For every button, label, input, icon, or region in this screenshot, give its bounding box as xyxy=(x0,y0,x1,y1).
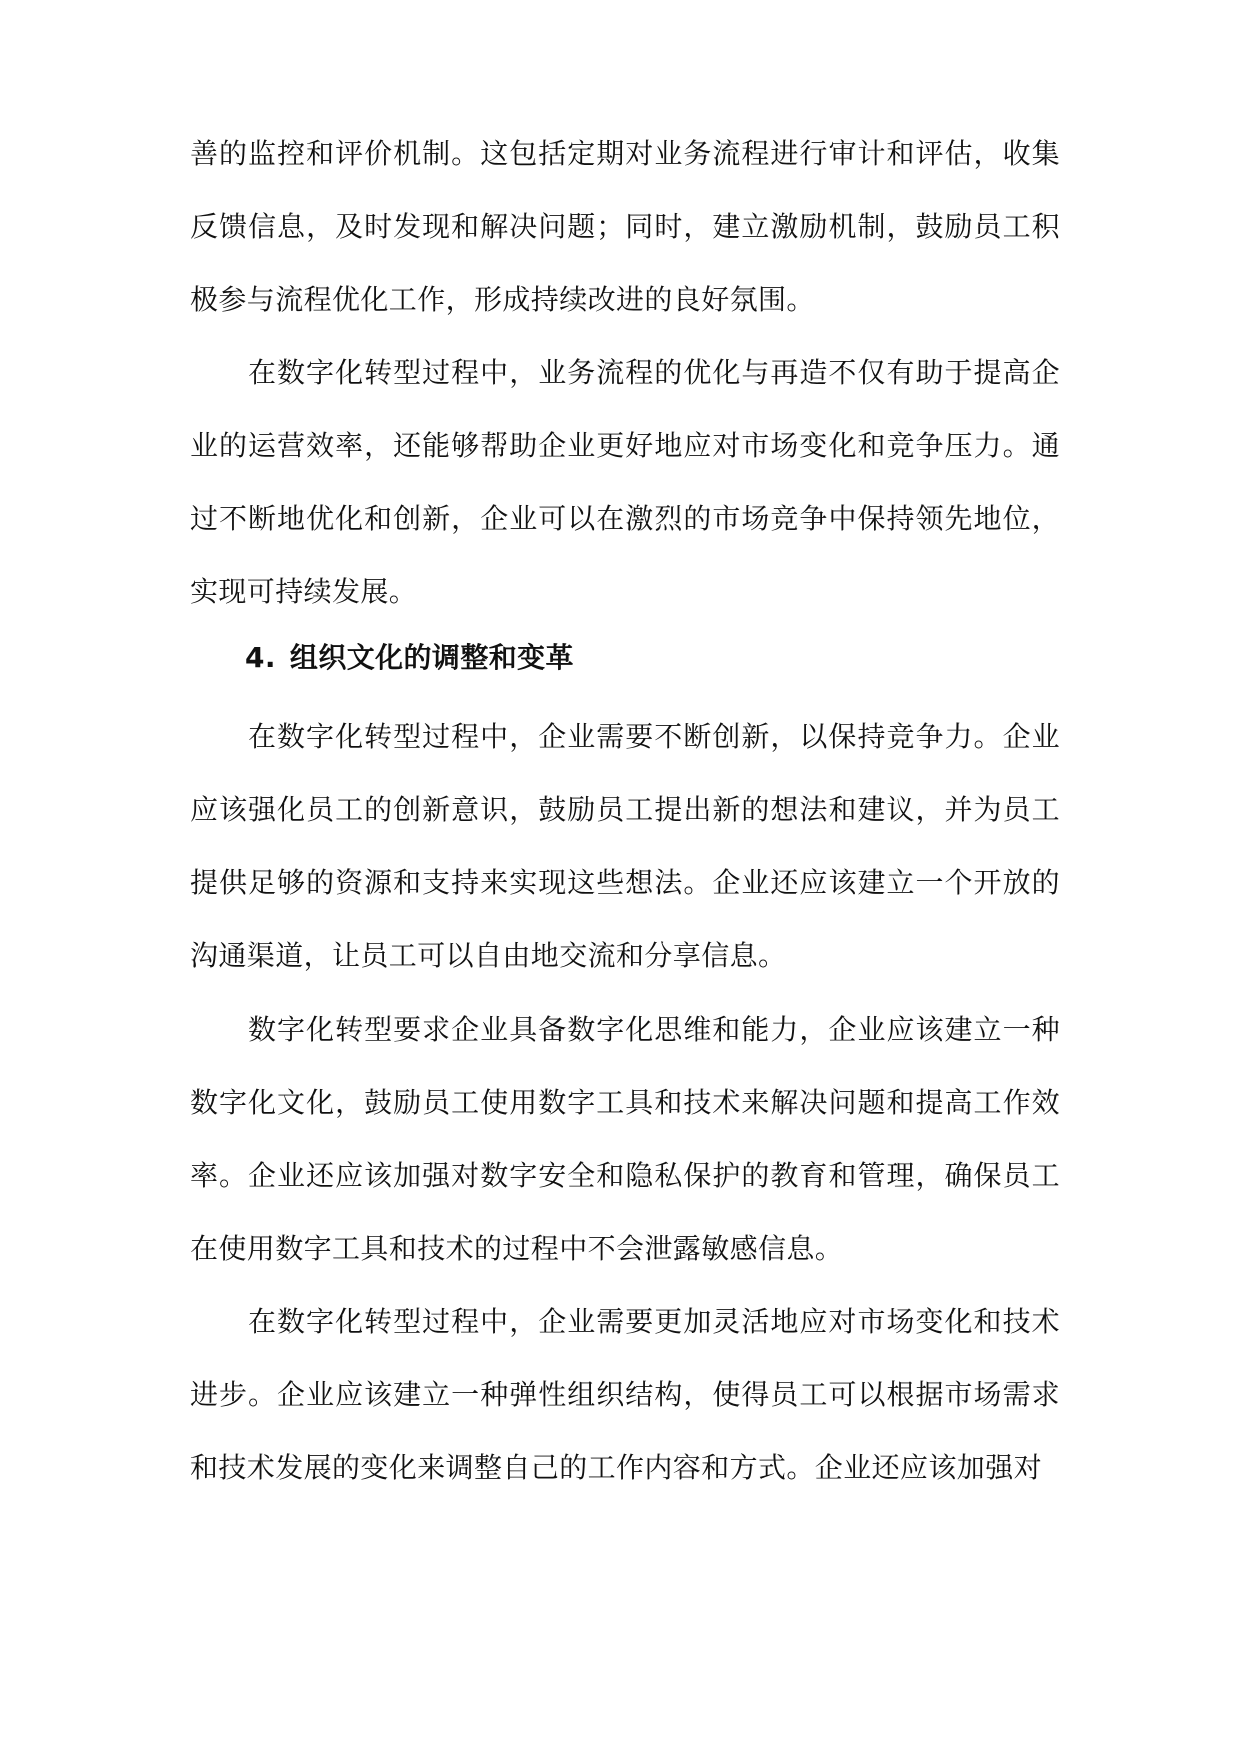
section-number: 4. xyxy=(245,641,276,674)
paragraph-continuation: 善的监控和评价机制。这包括定期对业务流程进行审计和评估，收集反馈信息，及时发现和解决问题；同时，建立激励机制，鼓励员工积极参与流程优化工作，形成持续改进的良好氛围。 xyxy=(190,137,1060,316)
paragraph: 数字化转型要求企业具备数字化思维和能力，企业应该建立一种数字化文化，鼓励员工使用数字工具和技术来解决问题和提高工作效率。企业还应该加强对数字安全和隐私保护的教育和管理，确保员工在使用数字工具和技术的过程中不会泄露敏感信息。 xyxy=(190,1013,1060,1265)
paragraph: 在数字化转型过程中，企业需要不断创新，以保持竞争力。企业应该强化员工的创新意识，鼓励员工提出新的想法和建议，并为员工提供足够的资源和支持来实现这些想法。企业还应该建立一个开放的沟通渠道，让员工可以自由地交流和分享信息。 xyxy=(190,720,1060,972)
paragraph: 在数字化转型过程中，企业需要更加灵活地应对市场变化和技术进步。企业应该建立一种弹性组织结构，使得员工可以根据市场需求和技术发展的变化来调整自己的工作内容和方式。企业还应该加强对 xyxy=(190,1305,1060,1484)
section-heading xyxy=(245,621,574,694)
section-title: 组织文化的调整和变革 xyxy=(289,641,574,674)
paragraph: 在数字化转型过程中，业务流程的优化与再造不仅有助于提高企业的运营效率，还能够帮助企业更好地应对市场变化和竞争压力。通过不断地优化和创新，企业可以在激烈的市场竞争中保持领先地位，实现可持续发展。 xyxy=(190,356,1060,608)
